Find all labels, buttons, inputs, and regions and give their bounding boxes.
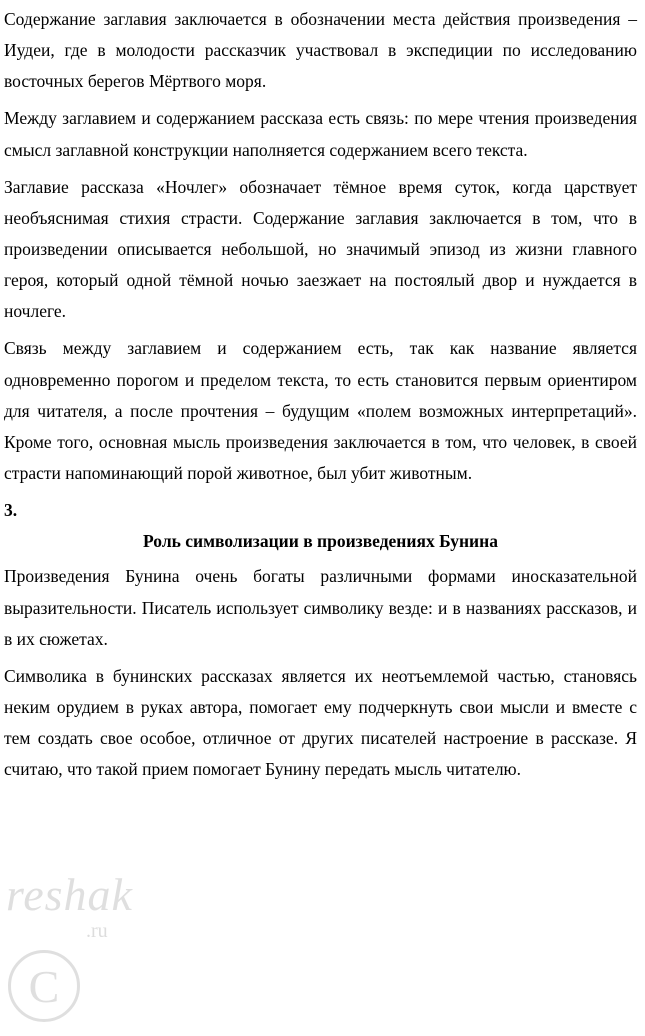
paragraph: Связь между заглавием и содержанием есть, так как название является одновременно порогом и пределом текста, то есть становится первым ориентиром для читателя, а после прочтения – будущим «полем возможных интерпретаций». Кроме того, основная мысль произведения заключается в том, что человек, в своей страсти напоминающий порой животное, был убит животным. bbox=[4, 338, 637, 483]
section-number: 3. bbox=[4, 500, 18, 521]
paragraph: Символика в бунинских рассказах является их неотъемлемой частью, становясь неким орудием в руках автора, помогает ему подчеркнуть свои мысли и вместе с тем создать свое особое, отличное от других писателей настроение в рассказе. Я считаю, что такой прием помогает Бунину передать мысль читателю. bbox=[4, 665, 637, 780]
section-heading: Роль символизации в произведениях Бунина bbox=[143, 531, 498, 552]
watermark-badge-icon bbox=[8, 950, 80, 1022]
document-body bbox=[4, 4, 637, 785]
watermark bbox=[0, 858, 290, 1033]
watermark-domain-text: .ru bbox=[86, 920, 108, 942]
paragraph: Произведения Бунина очень богаты различными формами иносказательной выразительности. Писатель использует символику везде: и в названиях рассказов, и в их сюжетах. bbox=[4, 566, 637, 649]
watermark-badge-letter: C bbox=[28, 960, 60, 1012]
paragraph: Заглавие рассказа «Ночлег» обозначает тёмное время суток, когда царствует необъяснимая стихия страсти. Содержание заглавия заключается в том, что в произведении описывается небольшой, но значимый эпизод из жизни главного героя, который одной тёмной ночью заезжает на постоялый двор и нуждается в ночлеге. bbox=[4, 176, 637, 322]
paragraph: Между заглавием и содержанием рассказа есть связь: по мере чтения произведения смысл заглавной конструкции наполняется содержанием всего текста. bbox=[4, 108, 637, 160]
watermark-text: reshak bbox=[6, 869, 133, 920]
paragraph: Содержание заглавия заключается в обозначении места действия произведения – Иудеи, где в молодости рассказчик участвовал в экспедиции по исследованию восточных берегов Мёртвого моря. bbox=[4, 9, 637, 92]
